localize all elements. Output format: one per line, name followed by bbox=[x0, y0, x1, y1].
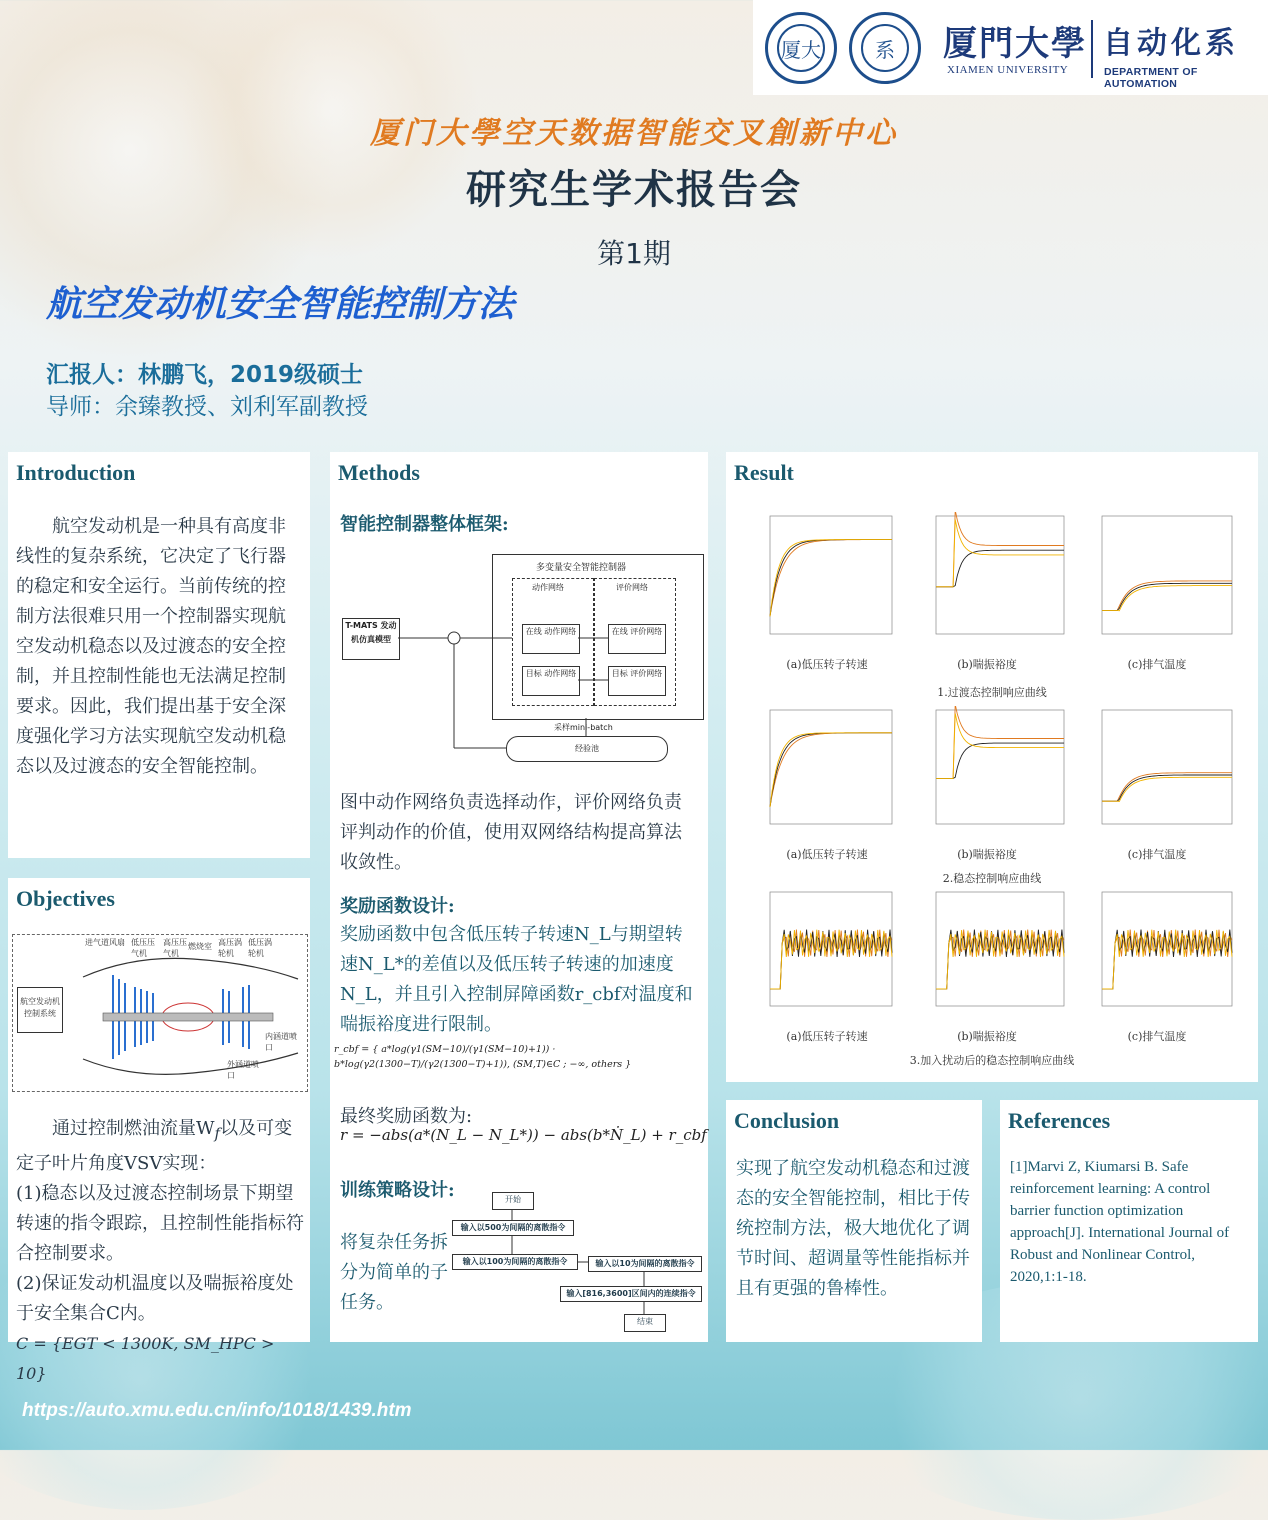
flow-step-1: 输入以500为间隔的离散指令 bbox=[452, 1220, 574, 1236]
reward-description: 奖励函数中包含低压转子转速N_L与期望转速N_L*的差值以及低压转子转速的加速度N_L，并且引入控制屏障函数r_cbf对温度和喘振裕度进行限制。 bbox=[340, 924, 693, 1035]
reward-title: 奖励函数设计: bbox=[340, 896, 455, 917]
result-row1-cap-a: (a)低压转子转速 bbox=[786, 658, 868, 671]
introduction-panel bbox=[8, 452, 310, 858]
result-row1-cap-c: (c)排气温度 bbox=[1127, 658, 1187, 671]
result-row3-cap-b: (b)喘振裕度 bbox=[957, 1030, 1017, 1043]
replay-buffer-box: 经验池 bbox=[506, 736, 668, 762]
advisors: 导师：余臻教授、刘利军副教授 bbox=[46, 394, 368, 420]
online-critic-box: 在线 评价网络 bbox=[608, 624, 666, 654]
cbf-formula: r_cbf = { a*log(γ1(SM−10)/(γ1(SM−10)+1)) · b*log(γ2(1300−T)/(γ2(1300−T)+1)), (SM,T)∈C ; −∞, others } bbox=[334, 1044, 632, 1070]
university-name-en: XIAMEN UNIVERSITY bbox=[947, 64, 1069, 76]
plant-box: T-MATS 发动机仿真模型 bbox=[342, 618, 400, 660]
result-row2-cap-b: (b)喘振裕度 bbox=[957, 848, 1017, 861]
methods-panel bbox=[330, 452, 708, 1342]
result-row1-cap-b: (b)喘振裕度 bbox=[957, 658, 1017, 671]
flow-step-2: 输入以100为间隔的离散指令 bbox=[452, 1254, 578, 1270]
result-row2-cap-c: (c)排气温度 bbox=[1127, 848, 1187, 861]
flow-end: 结束 bbox=[624, 1314, 666, 1332]
department-name-en: DEPARTMENT OF AUTOMATION bbox=[1104, 66, 1198, 90]
introduction-text: 航空发动机是一种具有高度非线性的复杂系统，它决定了飞行器的稳定和安全运行。当前传统的控制方法很难只用一个控制器实现航空发动机稳态以及过渡态的安全控制，并且控制性能也无法满足控制要求。因此，我们提出基于安全深度强化学习方法实现航空发动机稳态以及过渡态的安全智能控制。 bbox=[16, 516, 286, 777]
controller-title: 多变量安全智能控制器 bbox=[536, 563, 627, 573]
talk-title: 航空发动机安全智能控制方法 bbox=[46, 284, 515, 325]
critic-label: 评价网络 bbox=[616, 583, 648, 592]
final-reward-formula: r = −abs(a*(N_L − N_L*)) − abs(b*Ṅ_L) + r_cbf bbox=[340, 1126, 707, 1144]
result-plot bbox=[922, 888, 1068, 1024]
presenter: 汇报人：林鹏飞，2019级硕士 bbox=[46, 362, 364, 388]
result-plot bbox=[922, 706, 1068, 842]
flow-start: 开始 bbox=[492, 1192, 534, 1210]
framework-description: 图中动作网络负责选择动作，评价网络负责评判动作的价值，使用双网络结构提高算法收敛性。 bbox=[340, 792, 682, 873]
engine-label-hpt: 高压涡轮机 bbox=[218, 938, 242, 958]
engine-casing-bottom bbox=[83, 1053, 298, 1074]
engine-label-lpc: 低压压气机 bbox=[131, 938, 155, 958]
conclusion-heading: Conclusion bbox=[734, 1108, 840, 1133]
safe-set-definition: C = {EGT < 1300K, SM_HPC > 10} bbox=[16, 1333, 275, 1383]
engine-label-hpc: 高压压气机 bbox=[163, 938, 187, 958]
methods-heading: Methods bbox=[338, 460, 420, 485]
actor-label: 动作网络 bbox=[532, 583, 564, 592]
university-name: 厦門大學 bbox=[943, 24, 1087, 64]
result-plots bbox=[726, 452, 1258, 1082]
conclusion-text: 实现了航空发动机稳态和过渡态的安全智能控制，相比于传统控制方法，极大地优化了调节时间、超调量等性能指标并且有更强的鲁棒性。 bbox=[736, 1158, 970, 1299]
engine-label-bypass-nozzle: 外涵道喷口 bbox=[227, 1060, 259, 1080]
result-plot bbox=[922, 512, 1068, 652]
objectives-heading: Objectives bbox=[16, 886, 115, 911]
objective-item-2: (2)保证发动机温度以及喘振裕度处于安全集合C内。 bbox=[16, 1272, 294, 1324]
result-row3-cap-c: (c)排气温度 bbox=[1127, 1030, 1187, 1043]
logo-divider bbox=[1091, 20, 1093, 78]
flow-step-4: 输入[816,3600]区间内的连续指令 bbox=[560, 1286, 702, 1302]
logo-bar bbox=[753, 0, 1268, 95]
result-row1-title: 1.过渡态控制响应曲线 bbox=[937, 686, 1047, 699]
department-seal-icon bbox=[849, 12, 921, 84]
result-row3-cap-a: (a)低压转子转速 bbox=[786, 1030, 868, 1043]
flow-step-3: 输入以10为间隔的离散指令 bbox=[588, 1256, 702, 1272]
references-text: [1]Marvi Z, Kiumarsi B. Safe reinforcement learning: A control barrier function optimization approach[J]. International Journal of Robust and Nonlinear Control, 2020,1:1-18. bbox=[1010, 1159, 1230, 1285]
engine-diagram bbox=[12, 934, 308, 1092]
result-row2-title: 2.稳态控制响应曲线 bbox=[942, 872, 1042, 885]
framework-arrows bbox=[336, 548, 706, 768]
result-plot bbox=[756, 512, 896, 652]
engine-label-combustor: 燃烧室 bbox=[188, 942, 212, 951]
conclusion-panel bbox=[726, 1100, 982, 1342]
engine-casing-top bbox=[83, 958, 298, 979]
objectives-intro: 通过控制燃油流量W bbox=[52, 1118, 215, 1139]
objectives-intro-end: 以及可变定子叶片角度VSV实现： bbox=[16, 1118, 293, 1174]
result-plot bbox=[1088, 706, 1236, 842]
training-description: 将复杂任务拆分为简单的子任务。 bbox=[340, 1232, 448, 1313]
objective-item-1: (1)稳态以及过渡态控制场景下期望转速的指令跟踪，且控制性能指标符合控制要求。 bbox=[16, 1182, 304, 1264]
result-plot bbox=[756, 888, 896, 1024]
framework-title: 智能控制器整体框架: bbox=[340, 514, 509, 535]
result-row3-title: 3.加入扰动后的稳态控制响应曲线 bbox=[909, 1054, 1075, 1067]
center-name: 厦门大學空天数据智能交叉創新中心 bbox=[370, 116, 898, 151]
training-title: 训练策略设计: bbox=[340, 1180, 455, 1201]
department-seal-text: 系 bbox=[861, 24, 909, 72]
framework-diagram bbox=[336, 548, 706, 768]
introduction-heading: Introduction bbox=[16, 460, 136, 485]
target-critic-box: 目标 评价网络 bbox=[608, 666, 666, 696]
engine-shaft bbox=[103, 1013, 273, 1021]
references-heading: References bbox=[1008, 1108, 1111, 1133]
target-actor-box: 目标 动作网络 bbox=[522, 666, 580, 696]
result-plot bbox=[1088, 512, 1236, 652]
university-seal-icon bbox=[765, 12, 837, 84]
university-seal-text: 厦大 bbox=[777, 24, 825, 72]
result-panel bbox=[726, 452, 1258, 1082]
objectives-subscript: f bbox=[214, 1124, 221, 1143]
event-title: 研究生学术报告会 bbox=[466, 167, 802, 213]
engine-label-core-nozzle: 内涵道喷口 bbox=[265, 1032, 297, 1052]
department-name: 自动化系 bbox=[1103, 26, 1239, 61]
result-plot bbox=[756, 706, 896, 842]
source-url[interactable]: https://auto.xmu.edu.cn/info/1018/1439.htm bbox=[22, 1400, 412, 1421]
engine-controller-box: 航空发动机控制系统 bbox=[17, 987, 63, 1033]
objectives-panel bbox=[8, 878, 310, 1383]
engine-label-fan: 进气道风扇 bbox=[85, 938, 125, 947]
final-reward-title: 最终奖励函数为: bbox=[340, 1106, 473, 1127]
result-row2-cap-a: (a)低压转子转速 bbox=[786, 848, 868, 861]
result-heading: Result bbox=[734, 460, 794, 485]
objectives-text bbox=[16, 1114, 306, 1389]
online-actor-box: 在线 动作网络 bbox=[522, 624, 580, 654]
result-plot bbox=[1088, 888, 1236, 1024]
issue-number: 第1期 bbox=[597, 237, 671, 270]
training-flowchart bbox=[448, 1190, 704, 1330]
engine-label-lpt: 低压涡轮机 bbox=[248, 938, 272, 958]
minibatch-label: 采样mini-batch bbox=[554, 723, 613, 732]
references-panel bbox=[1000, 1100, 1258, 1342]
engine-drawing bbox=[73, 949, 303, 1079]
